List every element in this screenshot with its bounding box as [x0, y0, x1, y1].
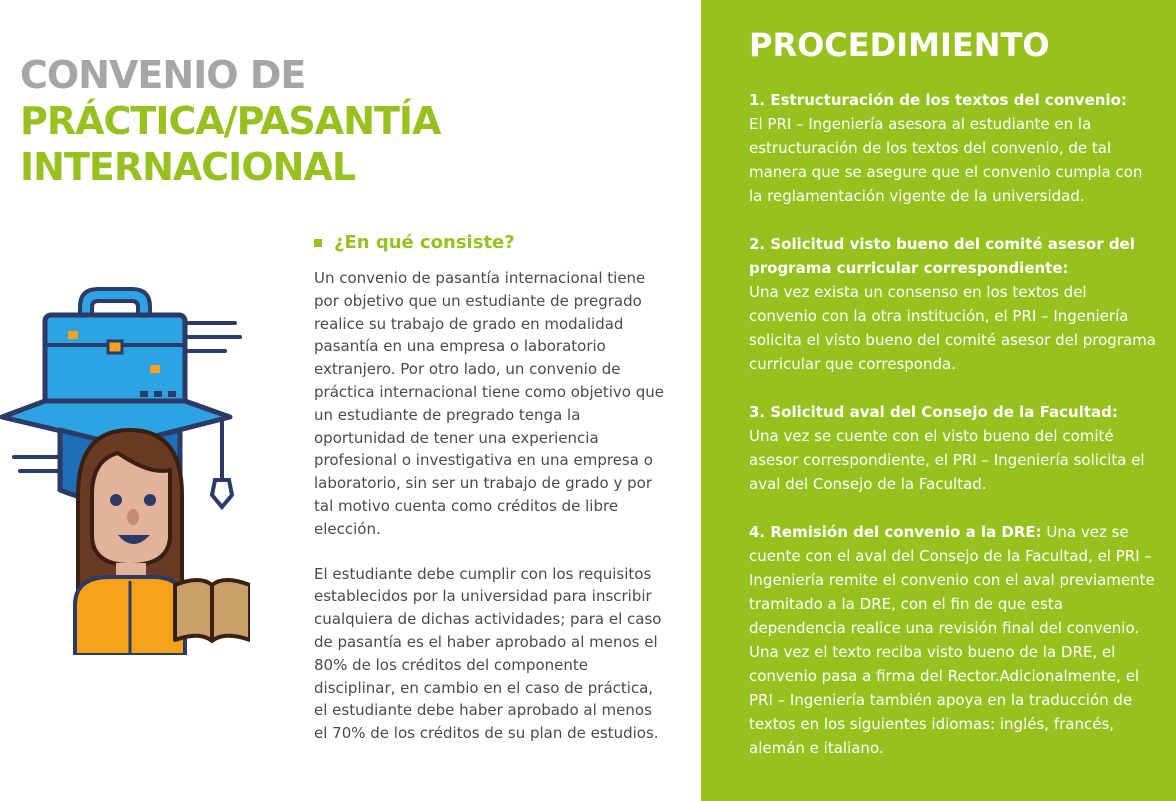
step-heading: 1. Estructuración de los textos del convenio:: [749, 91, 1127, 109]
student-illustration: [0, 285, 250, 655]
description-section: [314, 232, 664, 745]
procedure-panel: [701, 0, 1176, 801]
step-text: Una vez exista un consenso en los textos del convenio con la otra institución, el PRI – Ingeniería solicita el visto bueno del comité asesor del programa curricular que corresponda.: [749, 283, 1156, 373]
description-paragraph-1: Un convenio de pasantía internacional tiene por objetivo que un estudiante de pregrado realice su trabajo de grado en modalidad pasantía en una empresa o laboratorio extranjero. Por otro lado, un convenio de práctica internacional tiene como objetivo que un estudiante de pregrado tenga la oportunidad de tener una experiencia profesional o investigativa en una empresa o laboratorio, sin ser un trabajo de grado y por tal motivo cuenta como créditos de libre elección.: [314, 269, 664, 538]
procedure-step-2: [749, 232, 1159, 376]
title-line-2: PRÁCTICA/PASANTÍA: [20, 99, 441, 143]
section-heading-text: ¿En qué consiste?: [334, 232, 515, 253]
student-girl-icon: [75, 430, 185, 655]
step-text: El PRI – Ingeniería asesora al estudiante en la estructuración de los textos del convenio, de tal manera que se asegure que el convenio cumpla con la reglamentación vigente de la universidad.: [749, 115, 1143, 205]
section-heading: [314, 232, 664, 253]
procedure-step-1: [749, 88, 1159, 208]
title-line-3: INTERNACIONAL: [20, 145, 356, 189]
page-title: [20, 52, 440, 190]
step-heading: 2. Solicitud visto bueno del comité asesor del programa curricular correspondiente:: [749, 235, 1135, 277]
description-paragraph-2: El estudiante debe cumplir con los requisitos establecidos por la universidad para inscribir cualquiera de dichas actividades; para el caso de pasantía es el haber aprobado al menos el 80% de los créditos del componente disciplinar, en cambio en el caso de práctica, el estudiante debe haber aprobado al menos el 70% de los créditos de su plan de estudios.: [314, 564, 662, 743]
step-text: Una vez se cuente con el aval del Consejo de la Facultad, el PRI – Ingeniería remite el convenio con el aval previamente tramitado a la DRE, con el fin de que esta dependencia realice una revisión final del convenio. Una vez el texto reciba visto bueno de la DRE, el convenio pasa a firma del Rector.Adicionalmente, el PRI – Ingeniería también apoya en la traducción de textos en los siguientes idiomas: inglés, francés, alemán e italiano.: [749, 523, 1155, 757]
procedure-step-4: [749, 520, 1159, 760]
procedure-step-3: [749, 400, 1159, 496]
step-heading: 4. Remisión del convenio a la DRE:: [749, 523, 1042, 541]
step-heading: 3. Solicitud aval del Consejo de la Facultad:: [749, 403, 1118, 421]
step-text: Una vez se cuente con el visto bueno del comité asesor correspondiente, el PRI – Ingeniería solicita el aval del Consejo de la Facultad.: [749, 427, 1145, 493]
title-line-1: CONVENIO DE: [20, 53, 306, 97]
square-bullet-icon: [314, 239, 322, 247]
open-book-icon: [175, 580, 250, 641]
procedure-title: PROCEDIMIENTO: [749, 26, 1050, 64]
procedure-steps: [749, 88, 1159, 784]
